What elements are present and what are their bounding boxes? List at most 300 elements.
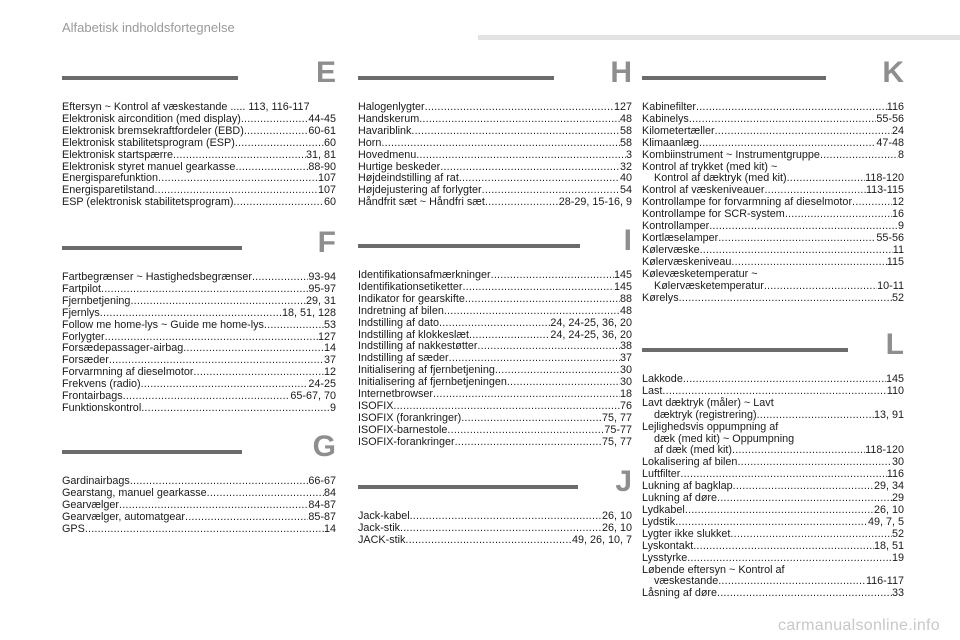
index-entry-pages: 12 [323,366,336,379]
index-entry-term: af dæk (med kit) [654,444,732,457]
index-entry-term: Kabinefilter [642,101,697,113]
index-entry-pages: 127 [317,330,336,343]
index-entry-pages: 107 [317,172,336,185]
index-entry-term: Elektronisk bremsekraftfordeler (EBD) [62,124,244,137]
index-entry-pages: 95-97 [308,282,336,295]
dot-leader [757,410,874,422]
page-header-title: Alfabetisk indholdsfortegnelse [62,20,235,35]
index-entry-term: Jack-stik [358,521,400,534]
dot-leader [715,126,892,138]
section-divider [642,76,826,80]
index-entry[interactable] [642,517,904,529]
index-entry-term: Fjernlys [62,306,100,319]
dot-leader [717,493,892,505]
dot-leader [233,197,324,209]
dot-leader [852,197,892,209]
index-entries [642,374,904,600]
dot-leader [235,138,324,150]
dot-leader [785,209,892,221]
index-entry-pages: 116-117 [865,575,904,588]
section-g [62,432,336,536]
index-entry-term: Indikator for gearskifte [358,292,465,305]
dot-leader [252,272,308,284]
index-entry-pages: 93-94 [308,271,336,283]
section-divider [358,244,580,248]
dot-leader [416,150,626,162]
dot-leader [732,445,865,457]
index-entry[interactable] [62,512,336,524]
index-entry[interactable] [642,269,904,281]
index-entry-pages: 75, 77 [601,411,632,424]
index-entry-term: Løbende eftersyn ~ Kontrol af [642,563,785,576]
index-entry-pages: 48 [619,112,632,125]
index-entry-term: Hovedmenu [358,148,417,161]
index-entry-term: Lejlighedsvis oppumpning af [642,420,779,433]
dot-leader [411,126,620,138]
section-divider [62,246,242,250]
dot-leader [158,173,318,185]
index-entry[interactable] [358,389,632,401]
dot-leader [85,524,324,536]
index-entry-pages: 32 [619,160,632,173]
index-entry-term: Elektronisk stabilitetsprogram (ESP) [62,136,235,149]
index-entry[interactable] [62,308,336,320]
index-entry-term: Lukning af bagklap [642,480,733,493]
section-i [358,226,632,449]
index-entries [62,272,336,415]
index-entry-term: Last [642,384,663,397]
dot-leader [718,576,866,588]
index-entry-term: Initialisering af fjernbetjeningen [358,376,507,389]
index-entry-pages: 26, 10 [601,510,632,522]
index-entry-term: Kontrol af dæktryk (med kit) [654,172,787,185]
index-entry-term: Horn [358,136,382,149]
index-entry-term: Lydkabel [642,503,685,516]
index-entry[interactable] [358,150,632,162]
index-entry[interactable] [642,541,904,553]
dot-leader [696,102,887,114]
index-entry[interactable] [642,588,904,600]
index-entry-pages: 48 [619,304,632,317]
index-entry-term: Kørelys [642,291,679,304]
index-entry-term: Lavt dæktryk (måler) ~ Lavt [642,396,774,409]
index-entry-pages: 30 [619,364,632,377]
index-entry-pages: 145 [885,373,904,385]
index-entry-pages: 18 [619,388,632,401]
index-entry-term: Håndfrit sæt ~ Håndfri sæt [358,196,485,209]
index-entry-term: Indstilling af klokkeslæt [358,328,470,341]
index-entry[interactable] [62,138,336,150]
index-entry-pages: 110 [886,384,904,397]
index-entry-term: Halogenlygter [358,101,425,113]
dot-leader [123,391,291,403]
dot-leader [693,541,874,553]
index-entry-term: Forsædepassager-airbag [62,342,184,355]
index-entry-pages: 58 [619,136,632,149]
section-letter: L [885,328,904,361]
dot-leader [700,245,893,257]
index-entry[interactable] [358,138,632,150]
index-entry-pages: 66-67 [308,475,336,487]
index-entry-term: Gardinairbags [62,475,130,487]
index-entry-pages: 49, 26, 10, 7 [571,533,632,546]
index-entry-pages: 107 [317,184,336,197]
index-entry-term: Kabinelys [642,112,689,125]
index-entry-term: Kølervæskeniveau [642,255,732,268]
index-entry-term: dæk (med kit) ~ Oppumpning [654,432,795,445]
index-entry[interactable] [642,257,904,269]
index-entry[interactable] [62,197,336,209]
index-entry[interactable] [358,425,632,437]
dot-leader [101,284,308,296]
index-entry-term: Forvarmning af dieselmotor [62,366,194,379]
index-entry-term: ISOFIX [358,399,394,412]
index-entry-term: Lygter ikke slukket [642,527,731,540]
dot-leader [495,365,620,377]
index-entry-term: Forlygter [62,330,105,343]
index-entry-pages: 116 [886,101,904,113]
index-entry-term: Gearstang, manuel gearkasse [62,486,207,499]
index-entry-pages: 65-67, 70 [290,390,336,403]
index-entry-pages: 127 [613,101,632,113]
index-entry-pages: 76 [619,399,632,412]
index-entry-pages: 14 [323,522,336,535]
index-entry-term: Funktionskontrol [62,401,142,414]
index-entry-term: Kontrollampe for forvarmning af dieselmotor [642,196,853,209]
index-entry-pages: 60 [323,196,336,209]
index-entry[interactable] [358,306,632,318]
index-entry-pages: 12 [891,196,904,209]
index-entry-term: Energisparefunktion [62,172,159,185]
section-divider [358,485,578,489]
dot-leader [507,377,620,389]
index-entries [62,102,336,209]
index-entry-term: Kontrol af væskeniveauer [642,184,765,197]
index-entry-pages: 29, 34 [873,480,904,493]
dot-leader [687,553,892,565]
index-entry-pages: 16 [891,208,904,221]
index-entry-term: Kølervæsketemperatur [654,279,764,292]
section-letter: K [882,56,904,89]
dot-leader [183,343,324,355]
dot-leader [419,114,620,126]
index-entry-term: Follow me home-lys ~ Guide me home-lys [62,318,264,331]
index-entry-pages: 24, 24-25, 36, 20 [550,328,632,341]
index-entry-term: Initialisering af fjernbetjening [358,364,495,377]
index-entry-term: Klimaanlæg [642,136,700,149]
index-entry-pages: 40 [619,172,632,185]
index-entry-term: Havariblink [358,124,412,137]
index-entry-pages: 18, 51 [873,539,904,552]
index-entry-term: Identifikationsetiketter [358,280,463,293]
section-letter: G [312,430,336,463]
index-entry[interactable] [642,293,904,305]
dot-leader [193,367,324,379]
dot-leader [264,320,324,332]
index-entry[interactable] [642,410,904,422]
index-entry[interactable] [642,398,904,410]
dot-leader [381,138,620,150]
index-entry-pages: 24, 24-25, 36, 20 [550,316,632,329]
index-entry-term: Indstilling af sæder [358,352,449,365]
dot-leader [440,162,620,174]
index-entry-pages: 145 [613,280,632,293]
index-entry-term: Gearvælger [62,498,120,511]
index-entry-pages: 75-77 [604,423,632,436]
index-entry-term: væskestande [654,575,719,588]
index-entry-pages: 88-90 [308,160,336,173]
index-entries [358,102,632,209]
index-entry-term: Elektronisk aircondition (med display) [62,112,241,125]
index-entry-pages: 55-56 [876,231,904,244]
dot-leader [244,126,309,138]
dot-leader [410,511,602,523]
index-entry-pages: 29 [891,492,904,505]
dot-leader [119,500,308,512]
index-entry-term: Frekvens (radio) [62,378,141,391]
dot-leader [787,173,866,185]
index-entry-term: Fartpilot [62,282,102,295]
index-entry-term: dæktryk (registrering) [654,408,757,421]
index-entry-pages: 44-45 [308,112,336,125]
index-entry[interactable] [642,553,904,565]
index-entry-term: ISOFIX-barnestole [358,423,448,436]
dot-leader [469,330,550,342]
index-entry-term: Lydstik [642,515,676,528]
index-entry[interactable] [358,413,632,425]
index-entry-pages: 19 [891,551,904,564]
index-entry-term: Lyskontakt [642,539,694,552]
index-entry-pages: 9 [329,401,336,414]
dot-leader [685,505,874,517]
dot-leader [820,150,898,162]
index-entry-pages: 54 [619,184,632,197]
index-entry[interactable] [642,281,904,293]
dot-leader [439,318,550,330]
dot-leader [455,437,602,449]
dot-leader [675,517,868,529]
index-entry[interactable] [62,524,336,536]
index-entry-pages: 3 [625,148,632,161]
section-k [642,58,904,304]
index-entry[interactable] [642,505,904,517]
dot-leader [405,535,572,547]
section-letter: F [317,226,336,259]
dot-leader [699,138,876,150]
header-divider [478,35,960,40]
section-divider [62,76,238,80]
index-entry-pages: 37 [323,354,336,367]
section-divider [358,76,554,80]
index-entry-pages: 14 [323,342,336,355]
index-entry[interactable] [358,294,632,306]
index-entry-pages: 24-25 [308,378,336,391]
section-divider [642,348,848,352]
index-entry-pages: 24 [891,124,904,137]
dot-leader [141,379,309,391]
index-entry-term: Hurtige beskeder [358,160,441,173]
index-entry[interactable] [642,422,904,434]
index-entry-term: Fjernbetjening [62,294,131,307]
index-entry-term: Gearvælger, automatgear [62,510,186,523]
index-entry-pages: 9 [897,220,904,233]
index-entries [62,476,336,536]
index-entry-term: Luftfilter [642,468,681,481]
index-entries [642,102,904,304]
dot-leader [130,296,306,308]
index-entry-term: Lysstyrke [642,551,688,564]
index-entry-pages: 52 [891,527,904,540]
dot-leader [737,457,892,469]
index-entry-pages: 145 [613,269,632,281]
section-letter: E [315,56,336,89]
section-letter: H [610,56,632,89]
index-entry-term: Kølervæske [642,243,700,256]
index-entry-term: Kortlæselamper [642,231,719,244]
watermark: carmanualsonline.info [778,617,940,634]
index-entry-pages: 84 [323,486,336,499]
dot-leader [465,294,620,306]
dot-leader [207,488,324,500]
dot-leader [235,162,308,174]
index-entry-term: Forsæder [62,354,109,367]
section-letter: I [623,224,632,257]
dot-leader [731,257,886,269]
dot-leader [444,306,620,318]
index-entries [358,511,632,547]
section-e [62,58,336,209]
index-entry-term: Indretning af bilen [358,304,444,317]
index-entry-term: GPS [62,522,85,535]
index-entry-pages: 29, 31 [305,294,336,307]
index-entries [358,270,632,449]
dot-leader [709,221,898,233]
index-entry-pages: 11 [892,243,904,256]
index-entry-pages: 118-120 [865,172,904,185]
section-divider [62,450,242,454]
index-entry[interactable] [62,296,336,308]
index-entry-pages: 58 [619,124,632,137]
index-entry-term: Jack-kabel [358,510,410,522]
index-entry-pages: 26, 10 [601,521,632,534]
dot-leader [241,114,309,126]
index-entry-pages: 115 [886,255,904,268]
index-entry[interactable] [62,126,336,138]
index-entry[interactable] [62,320,336,332]
index-entry-term: Lukning af døre [642,492,718,505]
index-entry[interactable] [642,126,904,138]
index-entry-term: Handskerum [358,112,420,125]
index-entry[interactable] [62,403,336,415]
dot-leader [173,150,306,162]
index-entry-pages: 52 [891,291,904,304]
index-entry-pages: 60-61 [308,124,336,137]
index-entry-term: ISOFIX-forankringer [358,435,455,448]
index-entry[interactable] [62,150,336,162]
dot-leader [447,425,604,437]
dot-leader [730,529,892,541]
section-l [642,330,904,600]
dot-leader [433,389,620,401]
section-h [358,58,632,209]
index-entry-term: Indstilling af dato [358,316,440,329]
dot-leader [485,197,559,209]
index-entry[interactable] [642,374,904,386]
index-entry[interactable] [642,138,904,150]
index-entry-term: Højdeindstilling af rat [358,172,459,185]
index-entry-term: Fartbegrænser ~ Hastighedsbegrænser [62,271,252,283]
index-entry-pages: 116 [886,468,904,481]
index-entry-term: Indstilling af nakkestøtter [358,340,478,353]
index-entry[interactable] [358,437,632,449]
index-entry-term: Højdejustering af forlygter [358,184,482,197]
index-entry-pages: 28-29, 15-16, 9 [558,196,632,209]
section-j [358,467,632,547]
section-f [62,228,336,415]
dot-leader [764,281,877,293]
index-entry[interactable] [358,126,632,138]
index-entry-pages: 53 [323,318,336,331]
index-entry[interactable] [358,535,632,547]
index-entry-pages: 84-87 [308,498,336,511]
index-entry-term: Kølevæsketemperatur ~ [642,267,758,280]
dot-leader [477,341,620,353]
index-entry-pages: 30 [619,376,632,389]
index-entry-term: Internetbrowser [358,388,434,401]
index-entry-term: Kombiinstrument ~ Instrumentgruppe [642,148,820,161]
index-entry[interactable] [642,529,904,541]
index-entry-pages: 55-56 [876,112,904,125]
index-entry-term: ISOFIX (forankringer) [358,411,462,424]
dot-leader [425,102,614,114]
index-entry[interactable] [642,150,904,162]
dot-leader [141,403,330,415]
dot-leader [717,588,892,600]
index-entry-term: Lakkode [642,373,683,385]
index-entry-term: Elektronisk startspærre [62,148,174,161]
index-entry-term: Energisparetilstand [62,184,155,197]
dot-leader [718,233,876,245]
index-entry-term: JACK-stik [358,533,406,546]
index-entry[interactable] [642,457,904,469]
index-entry-term: Kilometertæller [642,124,715,137]
index-entry-term: Lokalisering af bilen [642,456,738,469]
index-entry-pages: 113-115 [865,184,904,197]
section-letter: J [615,465,632,498]
index-entry[interactable] [358,318,632,330]
dot-leader [683,374,886,386]
index-entry-pages: 8 [897,148,904,161]
index-entry-pages: 26, 10 [873,503,904,516]
index-entry[interactable] [642,245,904,257]
dot-leader [459,173,620,185]
index-entry-term: Kontrollamper [642,220,710,233]
index-entry[interactable] [62,272,336,284]
index-entry-pages: 47-48 [876,136,904,149]
index-entry[interactable] [62,500,336,512]
index-entry-pages: 60 [323,136,336,149]
dot-leader [462,282,614,294]
index-entry-pages: 37 [619,352,632,365]
dot-leader [689,114,877,126]
index-entry-pages: 13, 91 [873,408,904,421]
index-entry-term: Eftersyn ~ Kontrol af væskestande ..... 113, 116-117 [62,101,310,113]
index-entry[interactable] [358,197,632,209]
index-entry-pages: 88 [619,292,632,305]
index-entry-term: Kontrollampe for SCR-system [642,208,785,221]
index-entry-pages: 10-11 [877,279,904,292]
index-entry-term: ESP (elektronisk stabilitetsprogram) [62,196,234,209]
